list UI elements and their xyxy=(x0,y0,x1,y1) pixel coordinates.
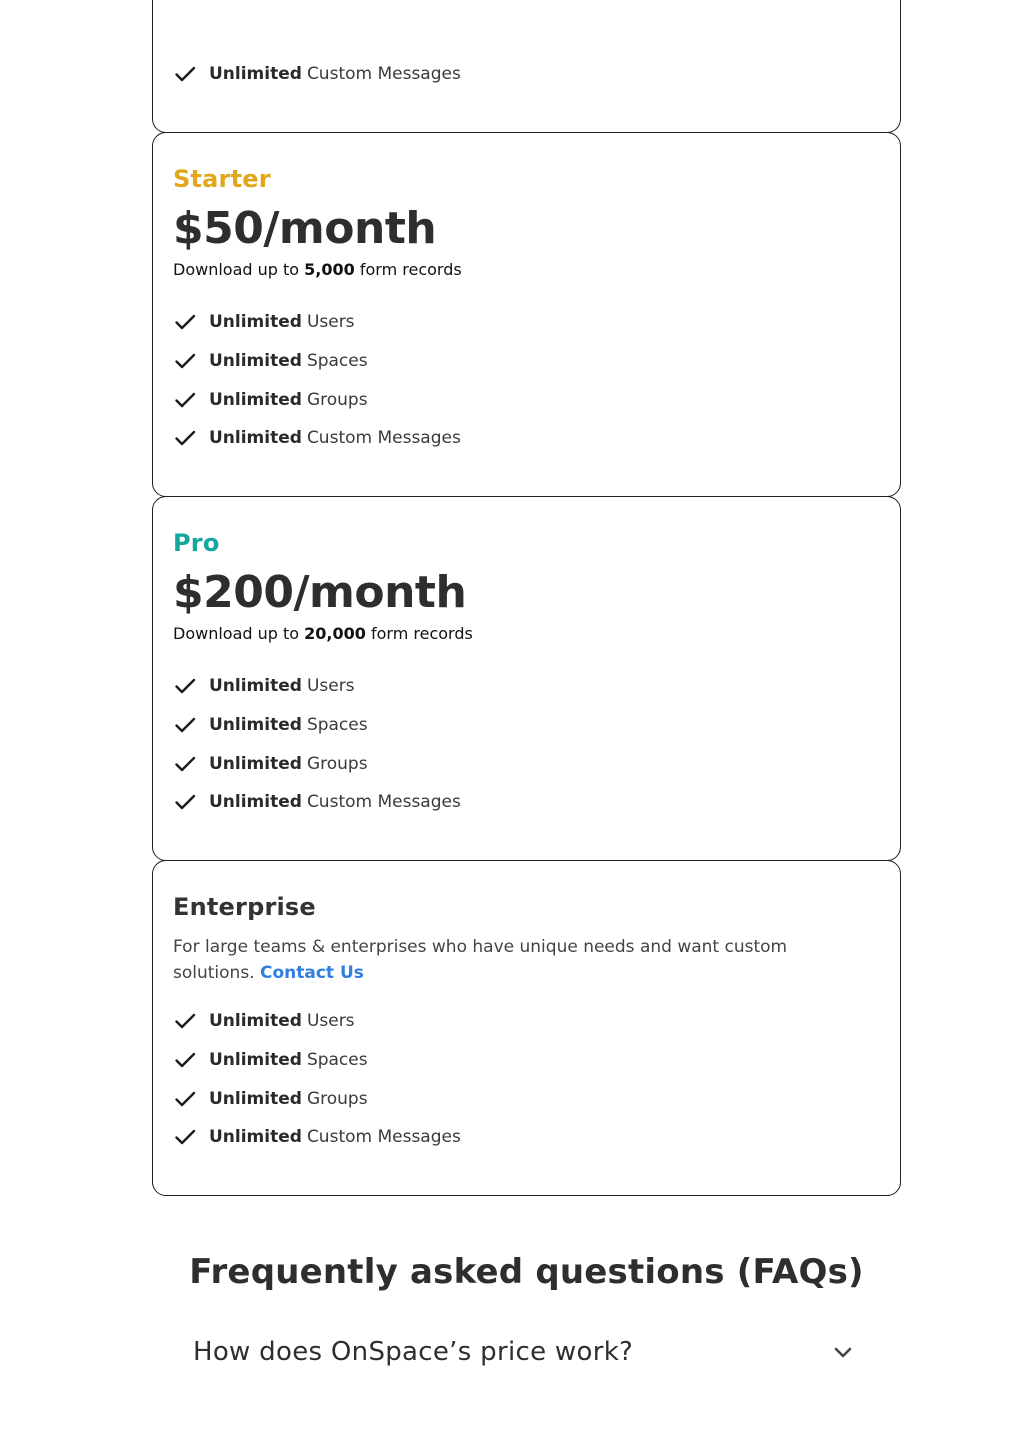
feature-item xyxy=(173,342,461,381)
feature-item xyxy=(173,1002,461,1041)
feature-bold: Unlimited xyxy=(209,428,302,449)
check-icon xyxy=(173,349,197,373)
check-icon xyxy=(173,790,197,814)
feature-item xyxy=(173,706,461,745)
feature-bold: Unlimited xyxy=(209,389,302,410)
feature-label: Groups xyxy=(306,389,368,410)
check-icon xyxy=(173,310,197,334)
feature-bold: Unlimited xyxy=(209,1011,302,1032)
plan-card-pro xyxy=(152,496,901,861)
feature-bold: Unlimited xyxy=(209,351,302,372)
subtitle-records: 20,000 xyxy=(304,624,366,643)
feature-list xyxy=(173,667,461,822)
check-icon xyxy=(173,1009,197,1033)
plan-name: Pro xyxy=(173,529,220,557)
feature-item xyxy=(173,55,461,94)
plan-card-starter xyxy=(152,132,901,497)
check-icon xyxy=(173,1048,197,1072)
feature-bold: Unlimited xyxy=(209,792,302,813)
check-icon xyxy=(173,1087,197,1111)
plan-description xyxy=(173,934,813,986)
feature-list xyxy=(173,1002,461,1157)
feature-label: Custom Messages xyxy=(306,64,461,85)
subtitle-suffix: form records xyxy=(365,624,473,643)
subtitle-prefix: Download up to xyxy=(173,624,305,643)
plan-name: Starter xyxy=(173,165,271,193)
faq-question: How does OnSpace’s price work? xyxy=(193,1337,634,1367)
feature-list xyxy=(173,55,461,94)
check-icon xyxy=(173,752,197,776)
feature-label: Users xyxy=(306,312,355,333)
feature-label: Custom Messages xyxy=(306,1127,461,1148)
feature-label: Custom Messages xyxy=(306,428,461,449)
plan-name: Enterprise xyxy=(173,893,316,921)
subtitle-prefix: Download up to xyxy=(173,260,305,279)
feature-bold: Unlimited xyxy=(209,676,302,697)
plan-card-partial xyxy=(152,0,901,133)
contact-us-link[interactable]: Contact Us xyxy=(260,963,364,983)
feature-bold: Unlimited xyxy=(209,753,302,774)
feature-list xyxy=(173,303,461,458)
feature-item xyxy=(173,744,461,783)
plan-subtitle xyxy=(173,260,462,279)
chevron-down-icon[interactable] xyxy=(831,1340,855,1364)
feature-label: Groups xyxy=(306,753,368,774)
subtitle-suffix: form records xyxy=(354,260,462,279)
check-icon xyxy=(173,426,197,450)
feature-label: Users xyxy=(306,676,355,697)
feature-bold: Unlimited xyxy=(209,1088,302,1109)
feature-item xyxy=(173,1041,461,1080)
feature-item xyxy=(173,783,461,822)
feature-label: Groups xyxy=(306,1088,368,1109)
feature-label: Spaces xyxy=(306,351,368,372)
feature-item xyxy=(173,303,461,342)
check-icon xyxy=(173,674,197,698)
plan-price: $50/month xyxy=(173,203,437,254)
feature-bold: Unlimited xyxy=(209,312,302,333)
feature-item xyxy=(173,419,461,458)
feature-bold: Unlimited xyxy=(209,64,302,85)
plan-price: $200/month xyxy=(173,567,467,618)
feature-label: Custom Messages xyxy=(306,792,461,813)
check-icon xyxy=(173,1125,197,1149)
feature-item xyxy=(173,667,461,706)
plan-card-enterprise xyxy=(152,860,901,1196)
feature-label: Spaces xyxy=(306,1050,368,1071)
check-icon xyxy=(173,713,197,737)
check-icon xyxy=(173,62,197,86)
feature-label: Users xyxy=(306,1011,355,1032)
feature-item xyxy=(173,380,461,419)
feature-bold: Unlimited xyxy=(209,1050,302,1071)
check-icon xyxy=(173,388,197,412)
feature-item xyxy=(173,1118,461,1157)
faq-item[interactable] xyxy=(193,1330,855,1374)
feature-bold: Unlimited xyxy=(209,715,302,736)
plan-subtitle xyxy=(173,624,473,643)
faq-heading: Frequently asked questions (FAQs) xyxy=(189,1252,864,1292)
subtitle-records: 5,000 xyxy=(304,260,355,279)
description-text: For large teams & enterprises who have unique needs and want custom solutions. xyxy=(173,937,788,983)
feature-item xyxy=(173,1079,461,1118)
feature-bold: Unlimited xyxy=(209,1127,302,1148)
feature-label: Spaces xyxy=(306,715,368,736)
